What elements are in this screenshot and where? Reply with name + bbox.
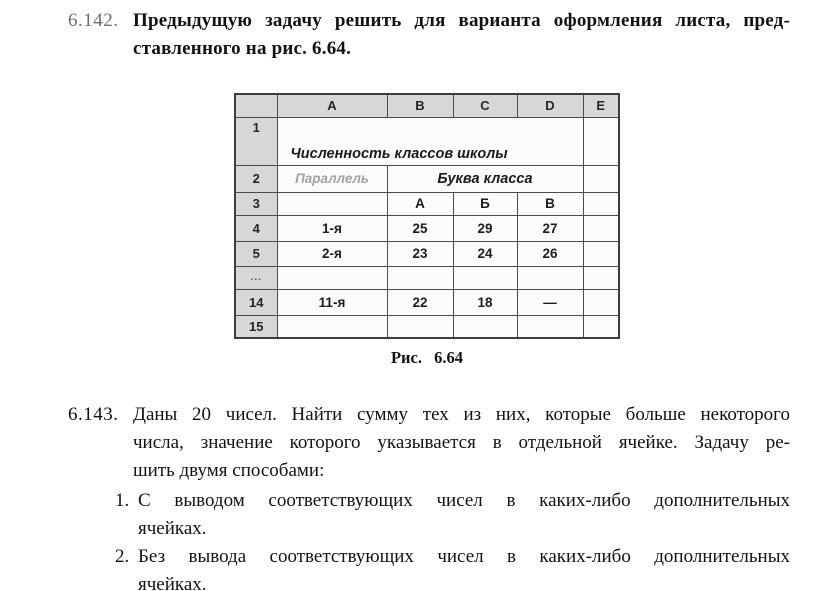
sheet-row-header-4: 4 [235, 215, 277, 241]
problem-6142 [68, 7, 792, 63]
problem-6143 [68, 401, 792, 485]
text-line: Предыдущую задачу решить для варианта оформления листа, пред- [133, 10, 790, 31]
sheet-cell-B15 [387, 315, 453, 338]
sheet-col-header-E: E [583, 94, 619, 117]
text-line: Без вывода соответствующих чисел в каких-либо дополнительных [138, 546, 790, 567]
sheet-row-ellipsis [235, 266, 619, 289]
text-line: ставленного на рис. 6.64. [133, 38, 352, 59]
sheet-cell-C15 [453, 315, 517, 338]
sheet-cell-B-ellipsis [387, 266, 453, 289]
figure-caption: Рис. 6.64 [390, 348, 464, 367]
sheet-cell-D14: — [517, 289, 583, 315]
sheet-cell-B4: 25 [387, 215, 453, 241]
sheet-cell-A3 [277, 192, 387, 215]
sheet-cell-D5: 26 [517, 241, 583, 266]
figure-6-64 [234, 93, 620, 368]
list-item-1 [115, 487, 790, 543]
problem-number-6143: 6.143. [68, 404, 119, 425]
sheet-cell-A15 [277, 315, 387, 338]
problem-number-6142: 6.142. [68, 10, 119, 31]
sheet-col-header-A: A [277, 94, 387, 117]
sheet-cell-title: Численность классов школы [277, 117, 583, 165]
sheet-cell-D3: В [517, 192, 583, 215]
sheet-cell-C3: Б [453, 192, 517, 215]
sheet-col-header-C: C [453, 94, 517, 117]
list-item-2 [115, 543, 790, 591]
text-line: числа, значение которого указывается в отдельной ячейке. Задачу ре- [133, 432, 790, 453]
spreadsheet-table [234, 93, 620, 339]
sheet-cell-A2: Параллель [277, 165, 387, 192]
text-line: ячейках. [138, 518, 207, 539]
sheet-cell-E15 [583, 315, 619, 338]
sheet-cell-C14: 18 [453, 289, 517, 315]
sheet-cell-E-ellipsis [583, 266, 619, 289]
text-line: ячейках. [138, 574, 207, 591]
sheet-cell-D-ellipsis [517, 266, 583, 289]
sheet-cell-C5: 24 [453, 241, 517, 266]
sheet-row-3 [235, 192, 619, 215]
sheet-cell-A4: 1-я [277, 215, 387, 241]
problem-text-6143 [133, 401, 790, 485]
sheet-row-header-15: 15 [235, 315, 277, 338]
sheet-corner-cell [235, 94, 277, 117]
list-item-2-text [138, 543, 790, 591]
sheet-cell-C4: 29 [453, 215, 517, 241]
sheet-cell-E14 [583, 289, 619, 315]
sheet-row-14 [235, 289, 619, 315]
sheet-cell-E1 [583, 117, 619, 165]
sheet-row-header-2: 2 [235, 165, 277, 192]
sheet-cell-E5 [583, 241, 619, 266]
sheet-row-5 [235, 241, 619, 266]
sheet-row-2 [235, 165, 619, 192]
sheet-cell-E2 [583, 165, 619, 192]
sheet-row-header-5: 5 [235, 241, 277, 266]
sheet-cell-B14: 22 [387, 289, 453, 315]
problem-text-6142 [133, 7, 790, 63]
sheet-cell-A5: 2-я [277, 241, 387, 266]
sheet-cell-D4: 27 [517, 215, 583, 241]
sheet-row-header-1: 1 [235, 117, 277, 165]
text-line: шить двумя способами: [133, 460, 325, 481]
sheet-row-15 [235, 315, 619, 338]
sheet-cell-D15 [517, 315, 583, 338]
sheet-header-row [235, 94, 619, 117]
sheet-cell-B3: А [387, 192, 453, 215]
list-item-1-number: 1. [115, 490, 130, 511]
text-line: Даны 20 чисел. Найти сумму тех из них, которые больше некоторого [133, 404, 790, 425]
sheet-cell-E3 [583, 192, 619, 215]
text-line: С выводом соответствующих чисел в каких-либо дополнительных [138, 490, 790, 511]
list-item-1-text [138, 487, 790, 543]
sheet-col-header-D: D [517, 94, 583, 117]
sheet-cell-B2-D2: Буква класса [387, 165, 583, 192]
sheet-row-4 [235, 215, 619, 241]
sheet-cell-E4 [583, 215, 619, 241]
sheet-cell-A-ellipsis [277, 266, 387, 289]
list-item-2-number: 2. [115, 546, 130, 567]
sheet-cell-B5: 23 [387, 241, 453, 266]
sheet-cell-A14: 11-я [277, 289, 387, 315]
sheet-col-header-B: B [387, 94, 453, 117]
sheet-row-header-14: 14 [235, 289, 277, 315]
sheet-row-header-3: 3 [235, 192, 277, 215]
sheet-row-header-ellipsis: ... [235, 266, 277, 289]
sheet-row-1 [235, 117, 619, 165]
sheet-cell-C-ellipsis [453, 266, 517, 289]
